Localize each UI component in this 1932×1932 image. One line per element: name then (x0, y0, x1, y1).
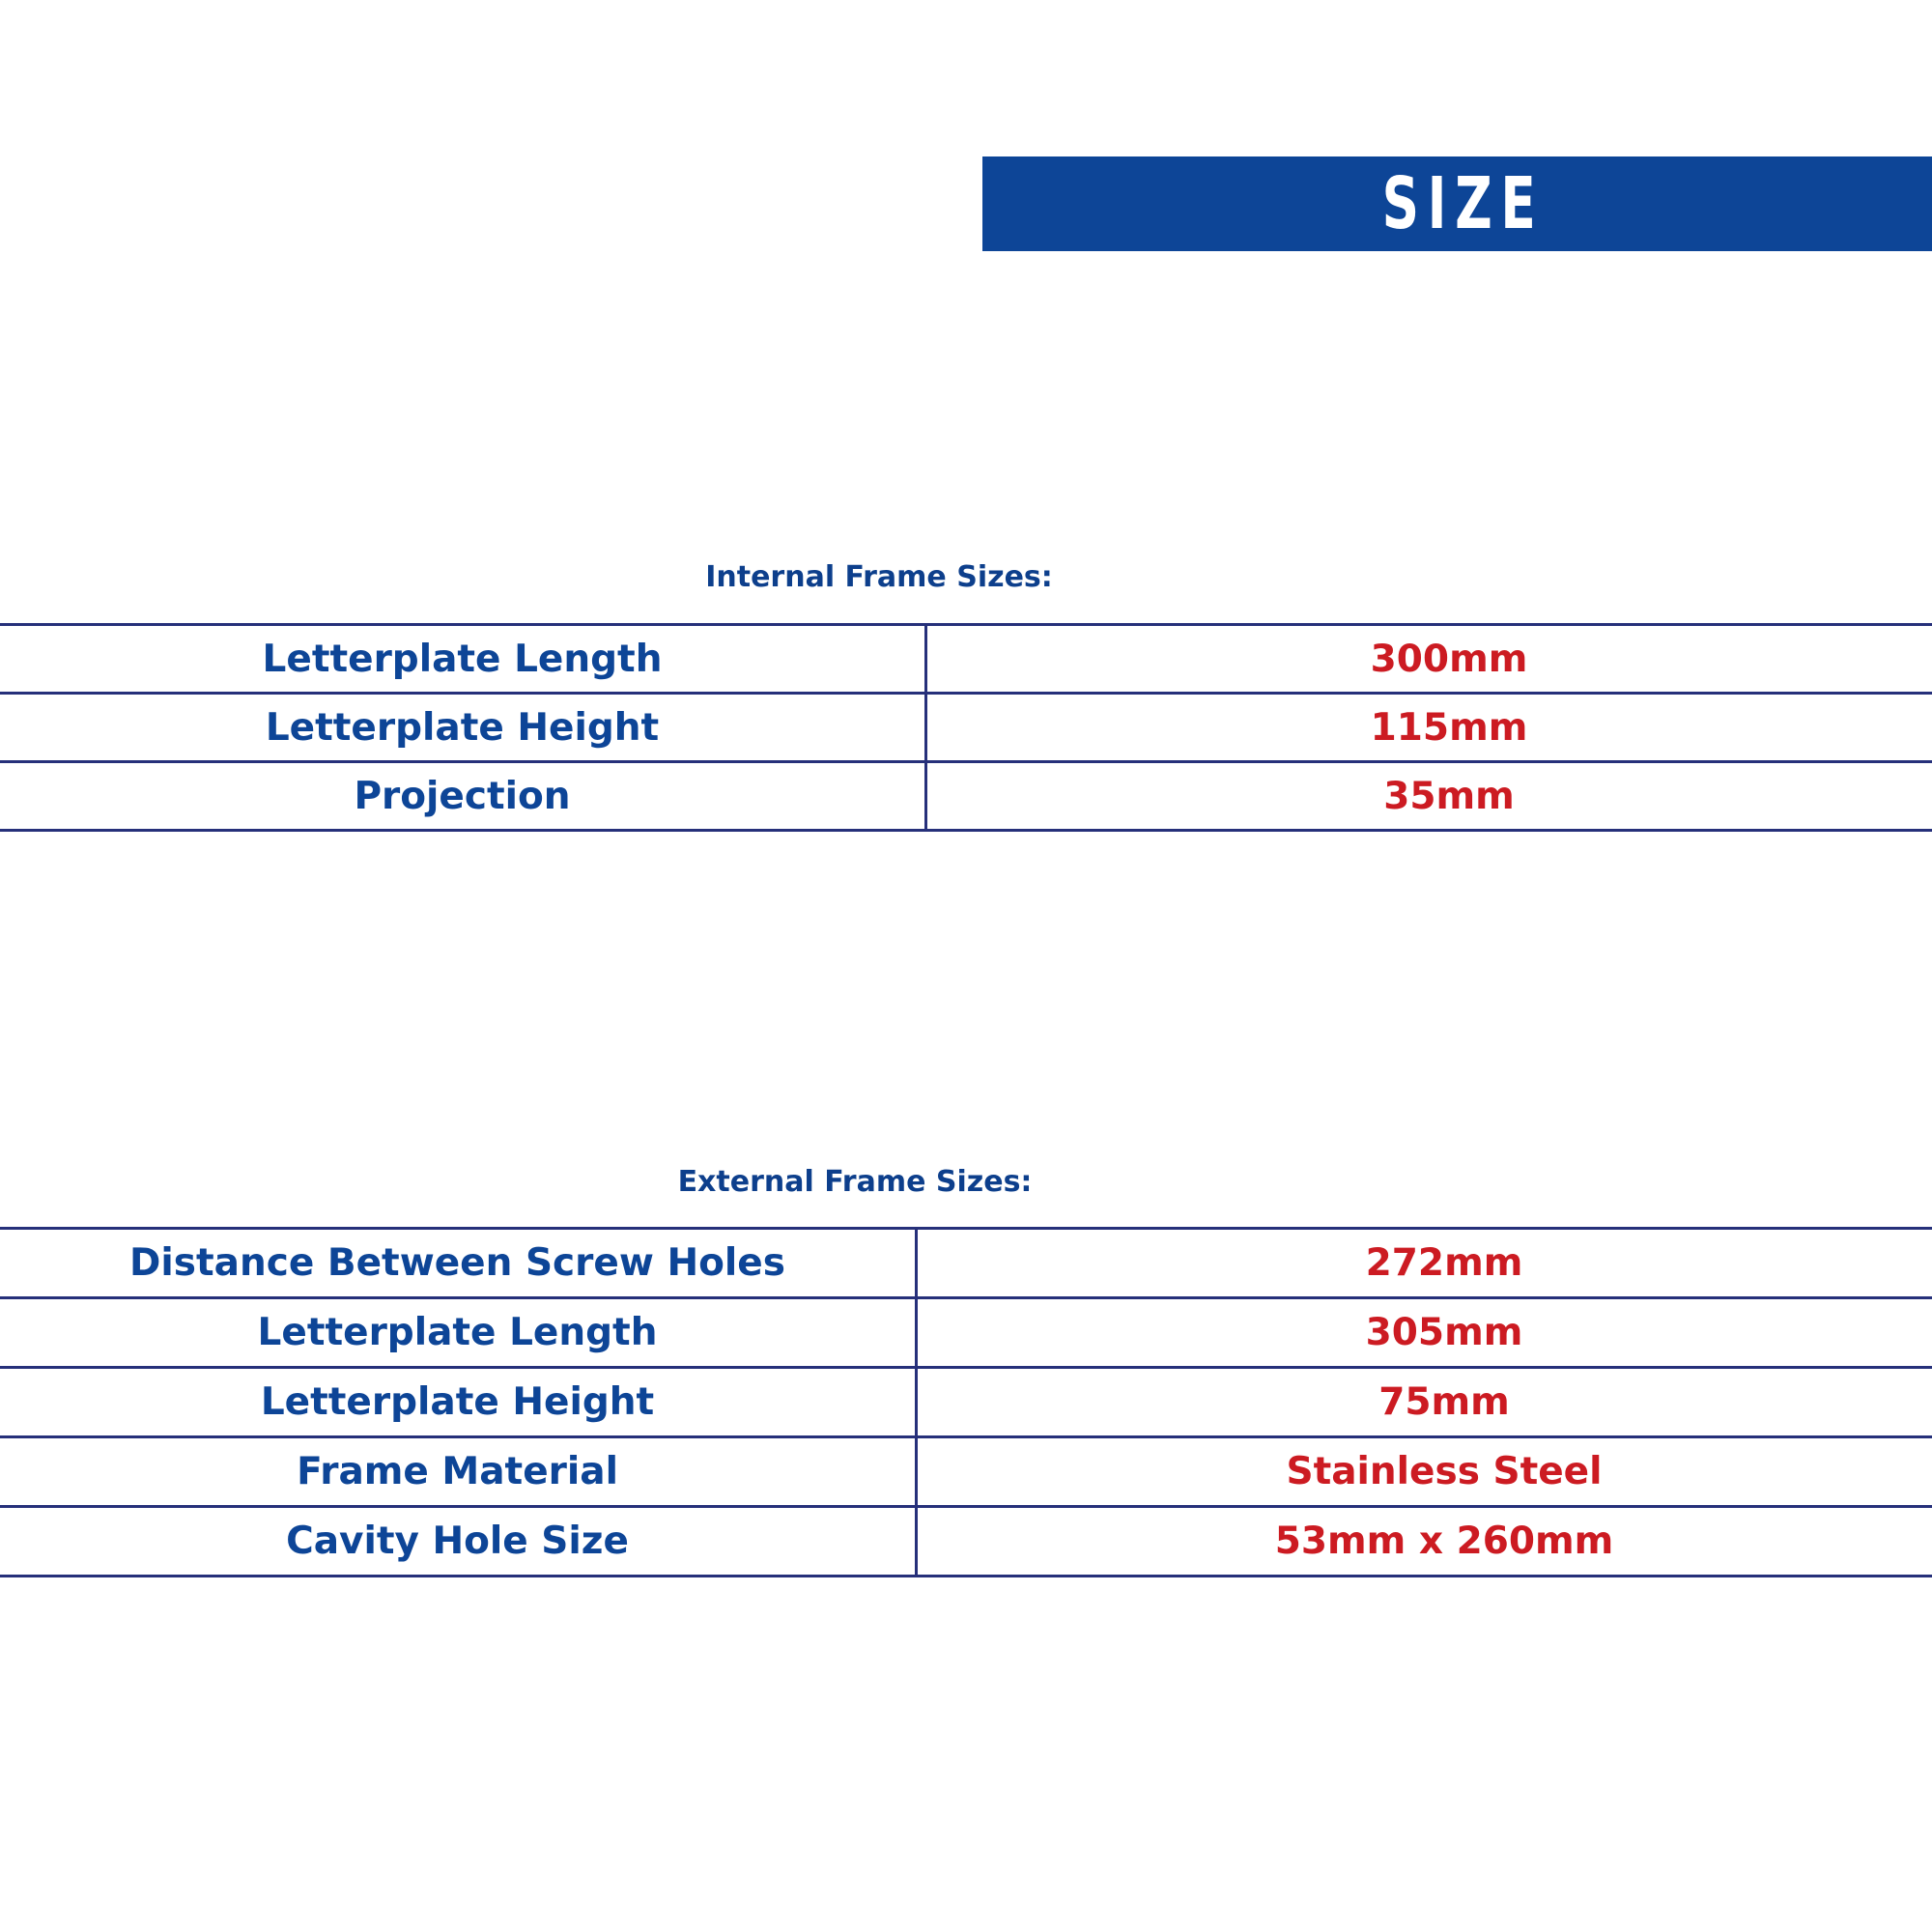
spec-value-cell (917, 1229, 1932, 1298)
spec-value-cell (926, 762, 1932, 831)
spec-label: Distance Between Screw Holes (129, 1241, 785, 1285)
spec-value: 272mm (1365, 1241, 1523, 1285)
spec-label: Frame Material (297, 1450, 618, 1493)
spec-label: Letterplate Height (265, 705, 660, 750)
spec-label-cell (0, 762, 926, 831)
spec-value: 53mm x 260mm (1274, 1520, 1614, 1563)
spec-value: Stainless Steel (1286, 1450, 1603, 1493)
table-row (0, 1368, 1932, 1437)
external-frame-sizes-table (0, 1227, 1932, 1577)
spec-label-cell (0, 1229, 917, 1298)
table-row (0, 694, 1932, 762)
table-row (0, 762, 1932, 831)
spec-label: Letterplate Height (260, 1380, 655, 1424)
spec-value-cell (926, 625, 1932, 694)
spec-value-cell (917, 1507, 1932, 1577)
spec-label-cell (0, 625, 926, 694)
spec-value-cell (926, 694, 1932, 762)
table-row (0, 1437, 1932, 1507)
size-header-title: SIZE (1381, 162, 1545, 245)
spec-label: Cavity Hole Size (286, 1520, 629, 1563)
spec-value: 300mm (1370, 637, 1528, 681)
spec-label: Projection (354, 774, 571, 818)
internal-frame-sizes-table (0, 623, 1932, 832)
spec-label-cell (0, 1437, 917, 1507)
internal-frame-sizes-title: Internal Frame Sizes: (705, 560, 1053, 594)
spec-value: 75mm (1378, 1380, 1510, 1424)
table-row (0, 1507, 1932, 1577)
spec-label-cell (0, 1368, 917, 1437)
external-frame-sizes-title: External Frame Sizes: (677, 1165, 1033, 1199)
spec-value: 115mm (1370, 705, 1528, 750)
table-row (0, 1298, 1932, 1368)
spec-label: Letterplate Length (262, 637, 663, 681)
size-header-banner (982, 156, 1932, 251)
spec-label: Letterplate Length (257, 1311, 658, 1354)
spec-value: 305mm (1365, 1311, 1523, 1354)
spec-value: 35mm (1383, 774, 1515, 818)
spec-value-cell (917, 1298, 1932, 1368)
spec-value-cell (917, 1437, 1932, 1507)
spec-label-cell (0, 694, 926, 762)
spec-label-cell (0, 1298, 917, 1368)
table-row (0, 625, 1932, 694)
spec-value-cell (917, 1368, 1932, 1437)
table-row (0, 1229, 1932, 1298)
spec-label-cell (0, 1507, 917, 1577)
